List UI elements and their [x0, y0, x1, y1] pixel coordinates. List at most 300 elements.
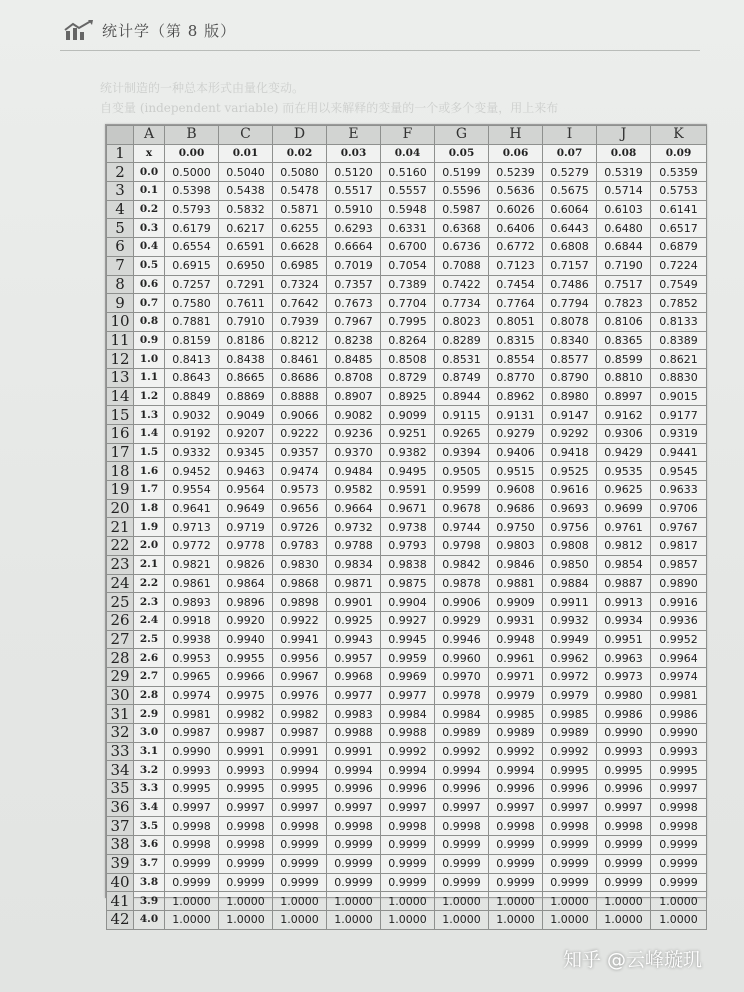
probability-cell: 0.9963	[597, 649, 651, 668]
table-row	[107, 331, 707, 350]
probability-cell: 0.9878	[435, 574, 489, 593]
probability-cell: 0.9608	[489, 481, 543, 500]
probability-cell: 0.9842	[435, 555, 489, 574]
row-number: 11	[107, 331, 134, 350]
probability-cell: 0.5239	[489, 163, 543, 182]
probability-cell: 0.7764	[489, 294, 543, 313]
table-row	[107, 873, 707, 892]
row-number: 25	[107, 593, 134, 612]
probability-cell: 0.9115	[435, 406, 489, 425]
probability-cell: 0.9976	[273, 686, 327, 705]
probability-cell: 0.9998	[543, 817, 597, 836]
probability-cell: 0.9625	[597, 481, 651, 500]
probability-cell: 0.9515	[489, 462, 543, 481]
column-letter: G	[435, 126, 489, 145]
probability-cell: 0.9966	[219, 667, 273, 686]
probability-cell: 0.9909	[489, 593, 543, 612]
probability-cell: 0.9452	[165, 462, 219, 481]
probability-cell: 0.9973	[597, 667, 651, 686]
x-value-cell: 1.6	[134, 462, 165, 481]
probability-cell: 0.7088	[435, 256, 489, 275]
probability-cell: 0.8621	[651, 350, 707, 369]
probability-cell: 0.7642	[273, 294, 327, 313]
probability-cell: 0.9998	[273, 817, 327, 836]
table-row	[107, 724, 707, 743]
probability-cell: 0.9999	[435, 836, 489, 855]
table-row	[107, 817, 707, 836]
x-value-cell: 2.5	[134, 630, 165, 649]
probability-cell: 0.9999	[651, 854, 707, 873]
probability-cell: 0.9999	[543, 873, 597, 892]
probability-cell: 0.9826	[219, 555, 273, 574]
probability-cell: 0.9999	[543, 854, 597, 873]
probability-cell: 0.6772	[489, 238, 543, 257]
x-value-cell: 2.9	[134, 705, 165, 724]
probability-cell: 0.9817	[651, 537, 707, 556]
probability-cell: 0.9997	[597, 798, 651, 817]
probability-cell: 0.9996	[543, 780, 597, 799]
probability-cell: 0.9949	[543, 630, 597, 649]
table-row	[107, 892, 707, 911]
probability-cell: 0.9564	[219, 481, 273, 500]
probability-cell: 0.9962	[543, 649, 597, 668]
probability-cell: 0.9616	[543, 481, 597, 500]
probability-cell: 0.9192	[165, 425, 219, 444]
probability-cell: 0.9535	[597, 462, 651, 481]
x-value-cell: 2.0	[134, 537, 165, 556]
probability-cell: 0.9306	[597, 425, 651, 444]
bleed-line-2: 自变量 (independent variable) 而在用以来解释的变量的一个或多个变量，用上来布	[100, 101, 559, 115]
row-number: 22	[107, 537, 134, 556]
x-value-cell: 2.2	[134, 574, 165, 593]
probability-cell: 0.7389	[381, 275, 435, 294]
probability-cell: 0.9890	[651, 574, 707, 593]
probability-cell: 0.6480	[597, 219, 651, 238]
probability-cell: 0.9332	[165, 443, 219, 462]
probability-cell: 0.9943	[327, 630, 381, 649]
probability-cell: 0.8577	[543, 350, 597, 369]
probability-cell: 0.5636	[489, 182, 543, 201]
probability-cell: 0.9998	[327, 817, 381, 836]
probability-cell: 0.8485	[327, 350, 381, 369]
probability-cell: 0.9952	[651, 630, 707, 649]
table-row	[107, 686, 707, 705]
row-number: 21	[107, 518, 134, 537]
row-number: 38	[107, 836, 134, 855]
probability-cell: 0.8106	[597, 312, 651, 331]
probability-cell: 0.9993	[597, 742, 651, 761]
probability-cell: 0.8686	[273, 368, 327, 387]
probability-cell: 0.9664	[327, 499, 381, 518]
row-number: 31	[107, 705, 134, 724]
probability-cell: 0.6554	[165, 238, 219, 257]
probability-cell: 0.7939	[273, 312, 327, 331]
column-letter: C	[219, 126, 273, 145]
table-row	[107, 518, 707, 537]
probability-cell: 0.9913	[597, 593, 651, 612]
probability-cell: 0.9990	[597, 724, 651, 743]
table-row	[107, 163, 707, 182]
probability-cell: 0.9951	[597, 630, 651, 649]
x-value-cell: 0.3	[134, 219, 165, 238]
table-row	[107, 780, 707, 799]
column-label-cell: 0.01	[219, 144, 273, 163]
column-letter: J	[597, 126, 651, 145]
probability-cell: 1.0000	[597, 892, 651, 911]
probability-cell: 1.0000	[597, 910, 651, 929]
probability-cell: 0.9345	[219, 443, 273, 462]
probability-cell: 0.9960	[435, 649, 489, 668]
probability-cell: 1.0000	[489, 910, 543, 929]
probability-cell: 0.9997	[165, 798, 219, 817]
probability-cell: 0.9830	[273, 555, 327, 574]
x-value-cell: 3.9	[134, 892, 165, 911]
table-row	[107, 836, 707, 855]
probability-cell: 0.9783	[273, 537, 327, 556]
probability-cell: 0.9884	[543, 574, 597, 593]
probability-cell: 0.9964	[651, 649, 707, 668]
probability-cell: 0.8997	[597, 387, 651, 406]
probability-cell: 0.9838	[381, 555, 435, 574]
row-number: 3	[107, 182, 134, 201]
probability-cell: 0.5359	[651, 163, 707, 182]
probability-cell: 0.9719	[219, 518, 273, 537]
corner-cell	[107, 126, 134, 145]
probability-cell: 0.5987	[435, 200, 489, 219]
probability-cell: 0.9990	[165, 742, 219, 761]
probability-cell: 0.9959	[381, 649, 435, 668]
probability-cell: 0.8340	[543, 331, 597, 350]
table-row	[107, 275, 707, 294]
probability-cell: 0.7257	[165, 275, 219, 294]
probability-cell: 0.7454	[489, 275, 543, 294]
probability-cell: 0.9999	[597, 873, 651, 892]
probability-cell: 0.6915	[165, 256, 219, 275]
probability-cell: 0.9989	[543, 724, 597, 743]
table-row	[107, 200, 707, 219]
probability-cell: 0.7611	[219, 294, 273, 313]
x-value-cell: 3.5	[134, 817, 165, 836]
probability-cell: 0.7580	[165, 294, 219, 313]
probability-cell: 0.9999	[489, 873, 543, 892]
probability-cell: 0.9992	[381, 742, 435, 761]
probability-cell: 0.5793	[165, 200, 219, 219]
x-value-cell: 4.0	[134, 910, 165, 929]
probability-cell: 0.9987	[273, 724, 327, 743]
x-value-cell: 2.3	[134, 593, 165, 612]
probability-cell: 0.6736	[435, 238, 489, 257]
probability-cell: 0.9961	[489, 649, 543, 668]
probability-cell: 0.9918	[165, 611, 219, 630]
probability-cell: 0.9999	[219, 873, 273, 892]
probability-cell: 0.9983	[327, 705, 381, 724]
probability-cell: 0.6064	[543, 200, 597, 219]
table-row	[107, 443, 707, 462]
table-row	[107, 742, 707, 761]
row-number: 41	[107, 892, 134, 911]
table-row	[107, 499, 707, 518]
probability-cell: 0.8413	[165, 350, 219, 369]
probability-cell: 0.9998	[165, 817, 219, 836]
table-row	[107, 312, 707, 331]
probability-cell: 1.0000	[489, 892, 543, 911]
x-value-cell: 0.5	[134, 256, 165, 275]
probability-cell: 0.5000	[165, 163, 219, 182]
table-row	[107, 705, 707, 724]
probability-cell: 0.9995	[543, 761, 597, 780]
probability-cell: 0.9999	[543, 836, 597, 855]
probability-cell: 0.9032	[165, 406, 219, 425]
probability-cell: 0.9934	[597, 611, 651, 630]
probability-cell: 0.9999	[651, 873, 707, 892]
row-number: 14	[107, 387, 134, 406]
row-number: 5	[107, 219, 134, 238]
probability-cell: 0.7673	[327, 294, 381, 313]
probability-cell: 0.9319	[651, 425, 707, 444]
probability-cell: 0.9995	[165, 780, 219, 799]
x-value-cell: 0.2	[134, 200, 165, 219]
probability-cell: 0.9382	[381, 443, 435, 462]
probability-cell: 1.0000	[219, 892, 273, 911]
probability-cell: 0.9997	[489, 798, 543, 817]
probability-cell: 0.7967	[327, 312, 381, 331]
probability-cell: 0.7486	[543, 275, 597, 294]
spreadsheet-printout	[105, 124, 707, 929]
probability-cell: 0.9131	[489, 406, 543, 425]
probability-cell: 0.9162	[597, 406, 651, 425]
probability-cell: 0.9999	[381, 873, 435, 892]
probability-cell: 0.6443	[543, 219, 597, 238]
probability-cell: 0.5753	[651, 182, 707, 201]
probability-cell: 0.9901	[327, 593, 381, 612]
probability-cell: 0.9987	[165, 724, 219, 743]
probability-cell: 0.9987	[219, 724, 273, 743]
column-label-cell: 0.06	[489, 144, 543, 163]
probability-cell: 0.9974	[651, 667, 707, 686]
probability-cell: 0.8531	[435, 350, 489, 369]
row-number: 1	[107, 144, 134, 163]
probability-cell: 0.9881	[489, 574, 543, 593]
probability-cell: 0.6985	[273, 256, 327, 275]
row-number: 33	[107, 742, 134, 761]
probability-cell: 0.9525	[543, 462, 597, 481]
probability-cell: 1.0000	[381, 910, 435, 929]
column-label-cell: 0.07	[543, 144, 597, 163]
probability-cell: 0.9251	[381, 425, 435, 444]
probability-cell: 0.9545	[651, 462, 707, 481]
column-letter: B	[165, 126, 219, 145]
probability-cell: 0.6103	[597, 200, 651, 219]
x-value-cell: 0.6	[134, 275, 165, 294]
column-label-cell: 0.09	[651, 144, 707, 163]
probability-cell: 0.9984	[435, 705, 489, 724]
table-row	[107, 294, 707, 313]
column-letter: K	[651, 126, 707, 145]
probability-cell: 0.9945	[381, 630, 435, 649]
probability-cell: 0.9977	[327, 686, 381, 705]
probability-cell: 0.9738	[381, 518, 435, 537]
probability-cell: 0.9207	[219, 425, 273, 444]
probability-cell: 0.9671	[381, 499, 435, 518]
probability-cell: 0.9969	[381, 667, 435, 686]
row-number: 15	[107, 406, 134, 425]
probability-cell: 0.6844	[597, 238, 651, 257]
probability-cell: 0.9989	[489, 724, 543, 743]
table-row	[107, 611, 707, 630]
x-value-cell: 3.0	[134, 724, 165, 743]
probability-cell: 0.9996	[489, 780, 543, 799]
probability-cell: 0.9996	[597, 780, 651, 799]
x-value-cell: 1.3	[134, 406, 165, 425]
row-number: 40	[107, 873, 134, 892]
column-letter-row	[107, 126, 707, 145]
x-value-cell: 3.7	[134, 854, 165, 873]
probability-cell: 0.6179	[165, 219, 219, 238]
probability-cell: 0.9082	[327, 406, 381, 425]
probability-cell: 0.5279	[543, 163, 597, 182]
probability-cell: 0.8810	[597, 368, 651, 387]
x-value-cell: 3.2	[134, 761, 165, 780]
row-number: 6	[107, 238, 134, 257]
probability-cell: 0.9750	[489, 518, 543, 537]
probability-cell: 0.9999	[489, 836, 543, 855]
probability-cell: 0.9292	[543, 425, 597, 444]
probability-cell: 0.9850	[543, 555, 597, 574]
probability-cell: 0.9857	[651, 555, 707, 574]
column-label-cell: 0.03	[327, 144, 381, 163]
probability-cell: 0.9977	[381, 686, 435, 705]
probability-cell: 1.0000	[435, 892, 489, 911]
probability-cell: 0.8289	[435, 331, 489, 350]
probability-cell: 0.5120	[327, 163, 381, 182]
probability-cell: 0.8365	[597, 331, 651, 350]
probability-cell: 0.9986	[651, 705, 707, 724]
probability-cell: 0.9932	[543, 611, 597, 630]
probability-cell: 0.9505	[435, 462, 489, 481]
probability-cell: 0.7995	[381, 312, 435, 331]
probability-cell: 0.9998	[219, 836, 273, 855]
probability-cell: 0.9573	[273, 481, 327, 500]
probability-cell: 0.9920	[219, 611, 273, 630]
probability-cell: 0.9099	[381, 406, 435, 425]
probability-cell: 1.0000	[543, 892, 597, 911]
table-row	[107, 574, 707, 593]
probability-cell: 0.9222	[273, 425, 327, 444]
x-value-cell: 3.4	[134, 798, 165, 817]
row-number: 16	[107, 425, 134, 444]
probability-cell: 0.9898	[273, 593, 327, 612]
probability-cell: 0.9761	[597, 518, 651, 537]
probability-cell: 0.8078	[543, 312, 597, 331]
probability-cell: 0.5557	[381, 182, 435, 201]
probability-cell: 0.6217	[219, 219, 273, 238]
probability-cell: 0.9940	[219, 630, 273, 649]
probability-cell: 0.8907	[327, 387, 381, 406]
probability-cell: 0.9994	[327, 761, 381, 780]
probability-cell: 0.9706	[651, 499, 707, 518]
probability-cell: 0.8438	[219, 350, 273, 369]
column-letter: I	[543, 126, 597, 145]
probability-cell: 0.8186	[219, 331, 273, 350]
x-value-cell: 0.4	[134, 238, 165, 257]
probability-cell: 0.5910	[327, 200, 381, 219]
probability-cell: 0.7357	[327, 275, 381, 294]
probability-cell: 0.9429	[597, 443, 651, 462]
probability-cell: 0.9649	[219, 499, 273, 518]
probability-cell: 0.6628	[273, 238, 327, 257]
column-label-cell: 0.05	[435, 144, 489, 163]
table-row	[107, 238, 707, 257]
column-letter: A	[134, 126, 165, 145]
probability-cell: 0.9971	[489, 667, 543, 686]
probability-cell: 0.9997	[651, 780, 707, 799]
probability-cell: 0.9767	[651, 518, 707, 537]
table-row	[107, 425, 707, 444]
probability-cell: 0.9999	[327, 854, 381, 873]
probability-cell: 1.0000	[165, 910, 219, 929]
column-letter: D	[273, 126, 327, 145]
x-value-cell: 1.9	[134, 518, 165, 537]
probability-cell: 0.6700	[381, 238, 435, 257]
probability-cell: 0.9999	[165, 854, 219, 873]
probability-cell: 0.8051	[489, 312, 543, 331]
table-row	[107, 798, 707, 817]
probability-cell: 0.9793	[381, 537, 435, 556]
table-row	[107, 462, 707, 481]
table-row	[107, 368, 707, 387]
probability-cell: 1.0000	[219, 910, 273, 929]
probability-cell: 0.5160	[381, 163, 435, 182]
probability-cell: 1.0000	[651, 892, 707, 911]
column-label-cell: 0.04	[381, 144, 435, 163]
probability-cell: 0.9948	[489, 630, 543, 649]
probability-cell: 0.9998	[219, 817, 273, 836]
probability-cell: 0.9984	[381, 705, 435, 724]
probability-cell: 0.5478	[273, 182, 327, 201]
probability-cell: 0.9998	[435, 817, 489, 836]
table-row	[107, 406, 707, 425]
probability-cell: 0.8708	[327, 368, 381, 387]
probability-cell: 0.9941	[273, 630, 327, 649]
x-value-cell: 3.1	[134, 742, 165, 761]
row-number: 2	[107, 163, 134, 182]
probability-cell: 0.7157	[543, 256, 597, 275]
probability-cell: 0.9015	[651, 387, 707, 406]
row-number: 24	[107, 574, 134, 593]
table-row	[107, 350, 707, 369]
x-value-cell: 0.8	[134, 312, 165, 331]
probability-cell: 0.8133	[651, 312, 707, 331]
probability-cell: 0.9955	[219, 649, 273, 668]
probability-cell: 0.9936	[651, 611, 707, 630]
probability-cell: 0.8888	[273, 387, 327, 406]
probability-cell: 0.9686	[489, 499, 543, 518]
table-row	[107, 910, 707, 929]
row-number: 32	[107, 724, 134, 743]
probability-cell: 0.9678	[435, 499, 489, 518]
probability-cell: 0.9875	[381, 574, 435, 593]
probability-cell: 0.9394	[435, 443, 489, 462]
probability-cell: 0.6293	[327, 219, 381, 238]
column-label-cell: 0.08	[597, 144, 651, 163]
probability-cell: 0.6591	[219, 238, 273, 257]
probability-cell: 0.7881	[165, 312, 219, 331]
probability-cell: 0.9999	[435, 854, 489, 873]
probability-cell: 0.9991	[219, 742, 273, 761]
probability-cell: 0.9756	[543, 518, 597, 537]
probability-cell: 0.7794	[543, 294, 597, 313]
probability-cell: 0.9887	[597, 574, 651, 593]
